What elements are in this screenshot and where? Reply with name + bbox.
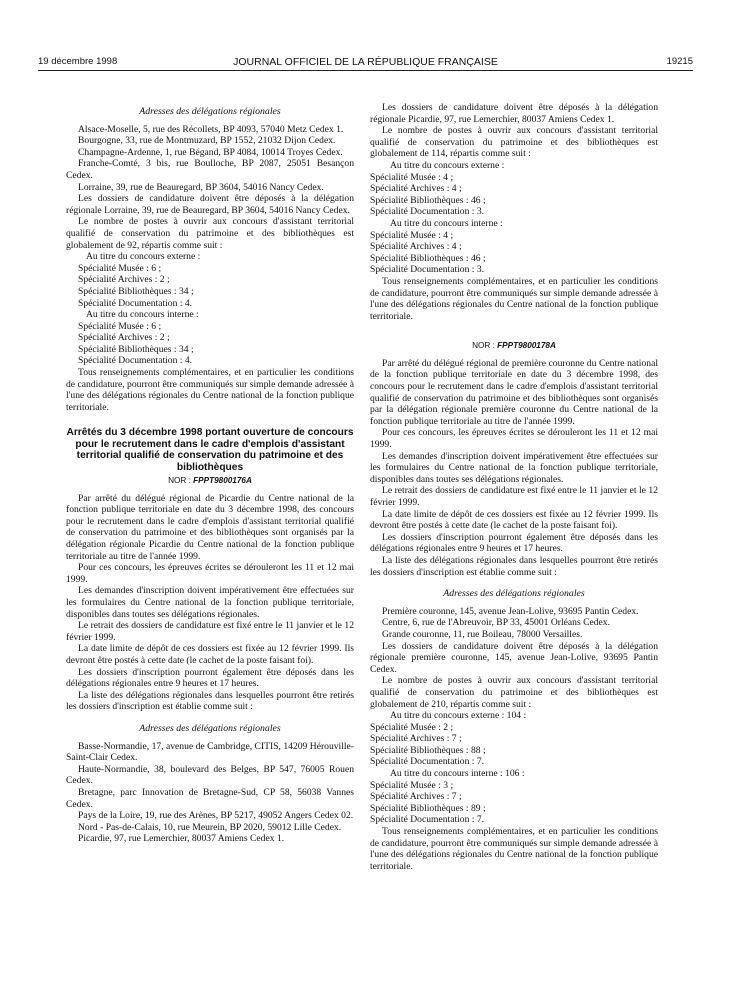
paragraph: Le retrait des dossiers de candidature est fixé entre le 11 janvier et le 12 février 1999. bbox=[370, 485, 658, 508]
concours-title: Au titre du concours interne : bbox=[86, 309, 199, 321]
paragraph: Le retrait des dossiers de candidature est fixé entre le 11 janvier et le 12 février 1999. bbox=[66, 620, 354, 643]
address-item: Nord - Pas-de-Calais, 10, rue Meurein, BP 2020, 59012 Lille Cedex. bbox=[78, 821, 342, 833]
specialite-item: Spécialité Bibliothèques : 89 ; bbox=[370, 802, 486, 814]
section-title: Adresses des délégations régionales bbox=[443, 588, 585, 600]
specialite-item: Spécialité Bibliothèques : 46 ; bbox=[370, 252, 486, 264]
specialite-item: Spécialité Bibliothèques : 88 ; bbox=[370, 744, 486, 756]
paragraph: Par arrêté du délégué régional de première couronne du Centre national de la fonction publique territoriale en date du 3 décembre 1998, des concours pour le recrutement dans le cadre d'emplois d'assistant territorial qualifié de conservation du patrimoine et des bibliothèques sont organisés par la délégation régionale première couronne du Centre national de la fonction publique territoriale au titre de l'année 1999. bbox=[370, 357, 658, 427]
address-item: Bourgogne, 33, rue de Montmuzard, BP 1552, 21032 Dijon Cedex. bbox=[78, 135, 336, 147]
nor-label: NOR : bbox=[472, 341, 495, 351]
paragraph: Les dossiers d'inscription pourront également être déposés dans les délégations régionales entre 9 heures et 17 heures. bbox=[66, 666, 354, 690]
address-item: Champagne-Ardenne, 1, rue Bégand, BP 4084, 10014 Troyes Cedex. bbox=[78, 146, 343, 158]
page-number: 19215 bbox=[666, 56, 693, 67]
paragraph: Les demandes d'inscription doivent impérativement être effectuées sur les formulaires du Centre national de la fonction publique territoriale, disponibles dans toutes ses délégations régionales. bbox=[370, 450, 658, 485]
paragraph: Tous renseignements complémentaires, et en particulier les conditions de candidature, pourront être communiqués sur simple demande adressée à l'une des délégations régionales du Centre national de la fonction publique territoriale. bbox=[370, 826, 658, 872]
arrete-title: Arrêtés du 3 décembre 1998 portant ouverture de concours pour le recrutement dans le cadre d'emplois d'assistant territorial qualifié de conservation du patrimoine et des bibliothèques bbox=[66, 427, 354, 473]
nor-label: NOR : bbox=[168, 476, 191, 486]
right-column bbox=[370, 102, 658, 872]
paragraph: Les dossiers d'inscription pourront également être déposés dans les délégations régionales entre 9 heures et 17 heures. bbox=[370, 531, 658, 555]
paragraph: Les dossiers de candidature doivent être déposés à la délégation régionale première couronne, 145, avenue Jean-Lolive, 93695 Pantin Cedex. bbox=[370, 640, 658, 675]
address-item: Basse-Normandie, 17, avenue de Cambridge, CITIS, 14209 Hérouville-Saint-Clair Cedex. bbox=[66, 740, 354, 764]
specialite-item: Spécialité Archives : 7 ; bbox=[370, 791, 462, 803]
address-item: Lorraine, 39, rue de Beauregard, BP 3604, 54016 Nancy Cedex. bbox=[78, 181, 324, 193]
address-item: Franche-Comté, 3 bis, rue Boulloche, BP 2087, 25051 Besançon Cedex. bbox=[66, 158, 354, 181]
concours-title: Au titre du concours externe : bbox=[86, 251, 201, 263]
header-date: 19 décembre 1998 bbox=[38, 56, 118, 67]
concours-title: Au titre du concours externe : 104 : bbox=[390, 710, 527, 722]
journal-title: JOURNAL OFFICIEL DE LA RÉPUBLIQUE FRANÇAISE bbox=[233, 56, 498, 68]
concours-title: Au titre du concours interne : 106 : bbox=[390, 768, 525, 780]
concours-title: Au titre du concours interne : bbox=[390, 217, 503, 229]
address-item: Haute-Normandie, 38, boulevard des Belges, BP 547, 76005 Rouen Cedex. bbox=[66, 763, 354, 787]
nor-reference bbox=[66, 475, 354, 487]
address-item: Première couronne, 145, avenue Jean-Lolive, 93695 Pantin Cedex. bbox=[382, 605, 639, 617]
specialite-item: Spécialité Bibliothèques : 34 ; bbox=[78, 285, 194, 297]
specialite-item: Spécialité Documentation : 7. bbox=[370, 814, 485, 826]
paragraph: Le nombre de postes à ouvrir aux concours d'assistant territorial qualifié de conservation du patrimoine et des bibliothèques est globalement de 114, répartis comme suit : bbox=[370, 125, 658, 160]
section-title: Adresses des délégations régionales bbox=[139, 722, 281, 734]
header-rule bbox=[38, 70, 693, 71]
specialite-item: Spécialité Bibliothèques : 34 ; bbox=[78, 343, 194, 355]
specialite-item: Spécialité Archives : 4 ; bbox=[370, 241, 462, 253]
address-item: Picardie, 97, rue Lemerchier, 80037 Amiens Cedex 1. bbox=[78, 833, 285, 845]
paragraph: Les dossiers de candidature doivent être déposés à la délégation régionale Lorraine, 39, rue de Beauregard, BP 3604, 54016 Nancy Cedex. bbox=[66, 193, 354, 216]
nor-code: FPPT9800176A bbox=[193, 476, 252, 486]
specialite-item: Spécialité Documentation : 3. bbox=[370, 206, 485, 218]
paragraph: Pour ces concours, les épreuves écrites se dérouleront les 11 et 12 mai 1999. bbox=[370, 427, 658, 451]
page-header bbox=[38, 56, 693, 70]
specialite-item: Spécialité Bibliothèques : 46 ; bbox=[370, 194, 486, 206]
specialite-item: Spécialité Musée : 6 ; bbox=[78, 320, 162, 332]
nor-reference bbox=[370, 340, 658, 352]
paragraph: La liste des délégations régionales dans lesquelles pourront être retirés les dossiers d'inscription est établie comme suit : bbox=[370, 554, 658, 578]
specialite-item: Spécialité Archives : 4 ; bbox=[370, 183, 462, 195]
nor-code: FPPT9800178A bbox=[497, 341, 556, 351]
paragraph: Le nombre de postes à ouvrir aux concours d'assistant territorial qualifié de conservation du patrimoine et des bibliothèques est globalement de 92, répartis comme suit : bbox=[66, 216, 354, 251]
paragraph: Par arrêté du délégué régional de Picardie du Centre national de la fonction publique territoriale en date du 3 décembre 1998, des concours pour le recrutement dans le cadre d'emplois d'assistant territorial qualifié de conservation du patrimoine et des bibliothèques sont organisés par la délégation régionale Picardie du Centre national de la fonction publique territoriale au titre de l'année 1999. bbox=[66, 492, 354, 562]
specialite-item: Spécialité Musée : 4 ; bbox=[370, 171, 454, 183]
section-title: Adresses des délégations régionales bbox=[139, 106, 281, 117]
specialite-item: Spécialité Archives : 7 ; bbox=[370, 733, 462, 745]
specialite-item: Spécialité Musée : 4 ; bbox=[370, 229, 454, 241]
address-item: Centre, 6, rue de l'Abreuvoir, BP 33, 45001 Orléans Cedex. bbox=[382, 617, 610, 629]
address-item: Pays de la Loire, 19, rue des Arènes, BP 5217, 49052 Angers Cedex 02. bbox=[78, 810, 354, 822]
specialite-item: Spécialité Musée : 2 ; bbox=[370, 721, 454, 733]
paragraph: La date limite de dépôt de ces dossiers est fixée au 12 février 1999. Ils devront être postés à cette date (le cachet de la poste faisant foi). bbox=[370, 508, 658, 532]
specialite-item: Spécialité Archives : 2 ; bbox=[78, 332, 170, 344]
paragraph: Le nombre de postes à ouvrir aux concours d'assistant territorial qualifié de conservation du patrimoine et des bibliothèques est globalement de 210, répartis comme suit : bbox=[370, 675, 658, 710]
paragraph: Tous renseignements complémentaires, et en particulier les conditions de candidature, pourront être communiqués sur simple demande adressée à l'une des délégations régionales du Centre national de la fonction publique territoriale. bbox=[370, 275, 658, 322]
paragraph: Les demandes d'inscription doivent impérativement être effectuées sur les formulaires du Centre national de la fonction publique territoriale, disponibles dans toutes ses délégations régionales. bbox=[66, 585, 354, 620]
paragraph: Les dossiers de candidature doivent être déposés à la délégation régionale Picardie, 97, rue Lemerchier, 80037 Amiens Cedex 1. bbox=[370, 102, 658, 125]
specialite-item: Spécialité Archives : 2 ; bbox=[78, 274, 170, 286]
address-item: Grande couronne, 11, rue Boileau, 78000 Versailles. bbox=[382, 628, 583, 640]
specialite-item: Spécialité Musée : 3 ; bbox=[370, 779, 454, 791]
address-item: Alsace-Moselle, 5, rue des Récollets, BP 4093, 57040 Metz Cedex 1. bbox=[78, 123, 344, 135]
paragraph: La liste des délégations régionales dans lesquelles pourront être retirés les dossiers d'inscription est établie comme suit : bbox=[66, 689, 354, 713]
left-column bbox=[66, 100, 354, 845]
address-item: Bretagne, parc Innovation de Bretagne-Sud, CP 58, 56038 Vannes Cedex. bbox=[66, 786, 354, 810]
specialite-item: Spécialité Musée : 6 ; bbox=[78, 262, 162, 274]
specialite-item: Spécialité Documentation : 3. bbox=[370, 264, 485, 276]
paragraph: La date limite de dépôt de ces dossiers est fixée au 12 février 1999. Ils devront être postés à cette date (le cachet de la poste faisant foi). bbox=[66, 643, 354, 666]
paragraph: Pour ces concours, les épreuves écrites se dérouleront les 11 et 12 mai 1999. bbox=[66, 562, 354, 585]
paragraph: Tous renseignements complémentaires, et en particulier les conditions de candidature, pourront être communiqués sur simple demande adressée à l'une des délégations régionales du Centre national de la fonction publique territoriale. bbox=[66, 367, 354, 413]
concours-title: Au titre du concours externe : bbox=[390, 159, 505, 171]
specialite-item: Spécialité Documentation : 7. bbox=[370, 756, 485, 768]
specialite-item: Spécialité Documentation : 4. bbox=[78, 297, 193, 309]
specialite-item: Spécialité Documentation : 4. bbox=[78, 355, 193, 367]
